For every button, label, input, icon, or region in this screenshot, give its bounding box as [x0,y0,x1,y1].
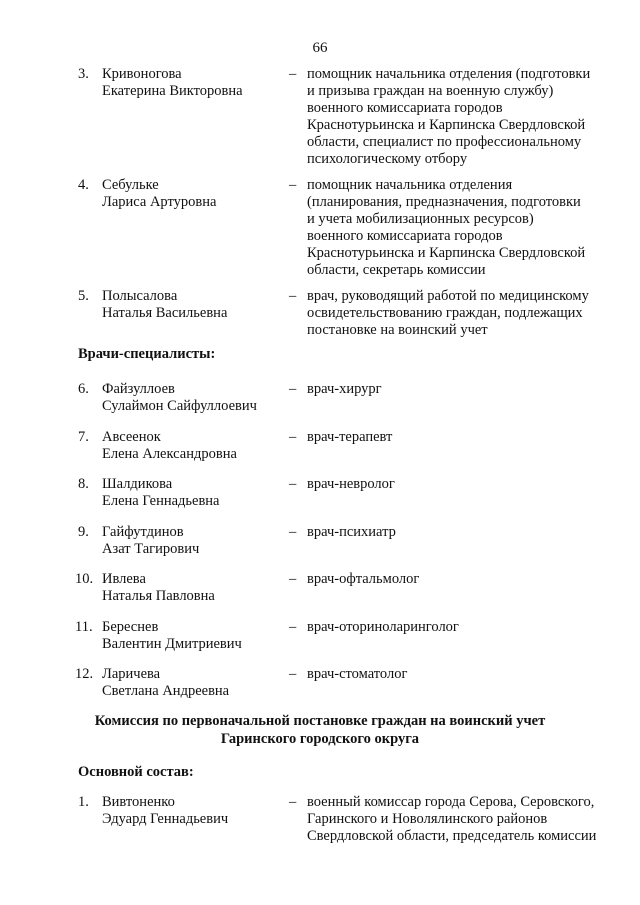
person-role: врач-стоматолог [307,666,408,682]
dash: – [289,524,297,540]
person-role: врач-терапевт [307,429,393,445]
item-number: 8. [78,476,89,492]
item-number: 10. [75,571,94,587]
dash: – [289,666,297,682]
person-name: Шалдикова Елена Геннадьевна [102,476,220,509]
item-number: 4. [78,177,89,193]
dash: – [289,476,297,492]
dash: – [289,381,297,397]
dash: – [289,177,297,193]
person-role: врач-оториноларинголог [307,619,459,635]
person-role: помощник начальника отделения (планирования, предназначения, подготовки и учета мобилизационных ресурсов) военного комиссариата городов Краснотурьинска и Карпинска Свердловской области, секретарь комиссии [307,177,586,278]
dash: – [289,288,297,304]
person-role: врач-невролог [307,476,395,492]
person-name: Себульке Лариса Артуровна [102,177,217,210]
specialists-heading: Врачи-специалисты: [78,346,216,362]
item-number: 12. [75,666,94,682]
person-name: Ларичева Светлана Андреевна [102,666,230,699]
person-name: Файзуллоев Сулаймон Сайфуллоевич [102,381,257,414]
dash: – [289,571,297,587]
person-role: врач-хирург [307,381,382,397]
dash: – [289,66,297,82]
item-number: 1. [78,794,89,810]
person-name: Береснев Валентин Дмитриевич [102,619,242,652]
person-name: Вивтоненко Эдуард Геннадьевич [102,794,229,827]
dash: – [289,619,297,635]
person-name: Кривоногова Екатерина Викторовна [102,66,243,99]
dash: – [289,794,297,810]
item-number: 6. [78,381,89,397]
item-number: 7. [78,429,89,445]
person-name: Гайфутдинов Азат Тагирович [102,524,200,557]
page-number: 66 [312,40,328,56]
person-name: Ивлева Наталья Павловна [102,571,215,604]
person-role: врач, руководящий работой по медицинскому освидетельствованию граждан, подлежащих постановке на воинский учет [307,288,589,338]
item-number: 11. [75,619,93,635]
item-number: 3. [78,66,89,82]
person-role: врач-психиатр [307,524,396,540]
person-name: Полысалова Наталья Васильевна [102,288,228,321]
item-number: 5. [78,288,89,304]
main-composition-heading: Основной состав: [78,764,194,780]
person-role: помощник начальника отделения (подготовки и призыва граждан на военную службу) военного комиссариата городов Краснотурьинска и Карпинска Свердловской области, специалист по профессиональному психологическому отбору [307,66,591,167]
person-role: врач-офтальмолог [307,571,420,587]
dash: – [289,429,297,445]
item-number: 9. [78,524,89,540]
person-role: военный комиссар города Серова, Серовского, Гаринского и Новолялинского районов Свердловской области, председатель комиссии [307,794,597,844]
commission-heading: Комиссия по первоначальной постановке граждан на воинский учет Гаринского городского округа [94,713,546,747]
person-name: Авсеенок Елена Александровна [102,429,237,462]
